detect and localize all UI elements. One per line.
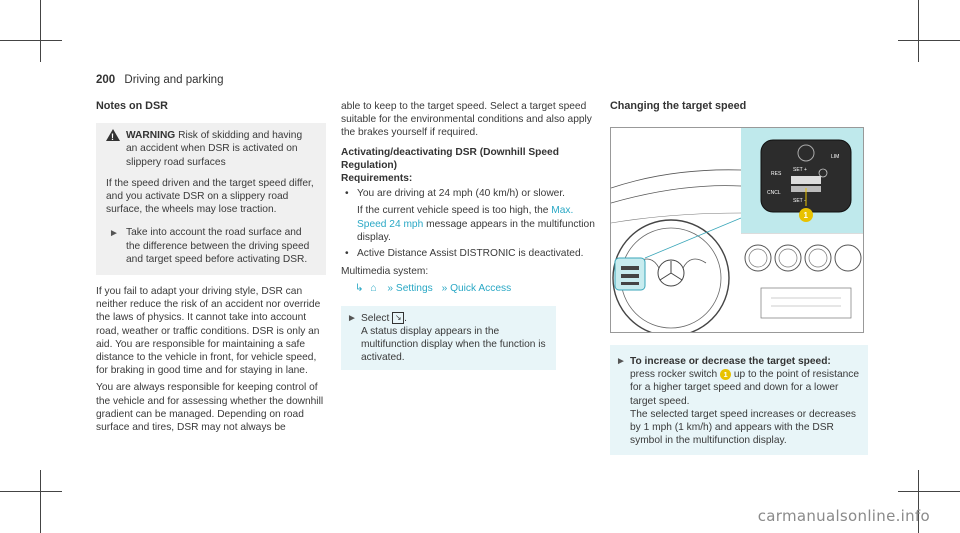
rocker-switch-badge: 1 [720,369,731,380]
callout-number: 1 [803,211,808,220]
step-arrow-icon: ► [347,312,357,324]
change-speed-step-title: To increase or decrease the target speed: [630,356,831,367]
figure-label-res: RES [771,171,782,177]
dsr-note-para-1: If you fail to adapt your driving style, DSR can neither reduce the risk of an accident nor override the laws of physics. It cannot take into account road, weather or traffic conditions. DSR is only an aid. You are responsible for maintaining a safe distance to the vehicle in front, for vehicle speed, for braking in good time and for staying in lane. [96,286,321,377]
steering-wheel-figure [610,127,864,333]
warning-step [106,226,316,266]
max-speed-message: Max. Speed 24 mph [357,205,574,230]
dsr-note-para-2: You are always responsible for keeping control of the vehicle and for assessing whether the downhill gradient can be managed. Depending on road surface and tires, DSR may not always be [96,382,324,434]
figure-label-cncl: CNCL [767,190,781,196]
chevron-icon: » [387,283,394,295]
chevron-icon: » [441,283,448,295]
crop-mark [0,491,62,492]
figure-label-set-minus: SET - [793,198,806,204]
warning-label: WARNING [126,130,176,142]
figure-label-set-plus: SET + [793,167,807,173]
crop-mark [898,491,960,492]
dashboard-illustration [611,128,864,333]
warning-body: If the speed driven and the target speed differ, and you activate DSR on a slippery road surface, the wheels may lose traction. [106,177,314,216]
home-icon: ⌂ [370,283,377,295]
bullet-speed-text: You are driving at 24 mph (40 km/h) or slower. [357,188,566,200]
step-text-pre: press rocker switch [630,369,718,381]
figure-label-lim: LIM [831,154,840,160]
select-step-text: Select [361,312,390,324]
menu-path [341,282,596,295]
crop-mark [0,40,62,41]
dsr-symbol-icon: ↘ [392,312,404,324]
bullet-note-post: message appears in the multifunction display. [357,218,595,243]
step-text-post: up to the point of resistance for a higher target speed and down for a lower target speed. [630,369,860,407]
page-number: 200 [96,74,116,86]
warning-step-text: Take into account the road surface and the difference between the driving speed and target speed before activating DSR. [126,227,310,265]
bullet-distronic-text: Active Distance Assist DISTRONIC is deactivated. [357,248,584,260]
bullet-note-pre: If the current vehicle speed is too high, the [357,205,549,217]
bullet-dot: • [345,188,349,200]
bullet-dot: • [345,248,349,260]
select-step-period: . [404,312,408,324]
select-step-box [341,306,556,371]
column-1 [96,100,326,434]
warning-box [96,123,326,275]
continued-para: able to keep to the target speed. Select a target speed suitable for the environmental conditions and also apply the brakes yourself if required. [341,101,592,139]
list-item [341,247,596,260]
step-arrow-icon: ► [109,228,119,240]
activating-heading: Activating/deactivating DSR (Downhill Speed Regulation) [341,146,559,171]
list-item [341,187,596,244]
crop-mark [40,0,41,62]
warning-header [106,129,316,169]
change-speed-step-box [610,345,868,455]
warning-lead: Risk of skidding and having an accident when DSR is activated on slippery road surfaces [126,130,303,168]
column-3 [610,100,870,123]
column-2 [341,100,596,370]
crop-mark [40,470,41,533]
path-arrow-icon: ↳ [355,283,364,295]
requirements-label: Requirements: [341,173,413,185]
watermark-text: carmanualsonline.info [757,507,930,525]
change-speed-step-text-2: The selected target speed increases or decreases by 1 mph (1 km/h) and appears with the DSR symbol in the multifunction display. [630,408,856,447]
crop-mark [898,40,960,41]
path-quick-access: Quick Access [450,283,512,295]
crop-mark [918,0,919,62]
multimedia-label: Multimedia system: [341,266,429,278]
warning-triangle-icon [106,129,120,141]
notes-heading: Notes on DSR [96,100,168,112]
step-arrow-icon: ► [616,356,626,367]
section-title: Driving and parking [124,74,224,86]
bullet-speed-note [357,204,596,244]
select-status-text: A status display appears in the multifunction display when the function is activated. [361,325,546,364]
path-settings: Settings [395,283,433,295]
page-header [96,74,223,86]
select-step-line [361,312,548,325]
change-speed-heading: Changing the target speed [610,100,747,112]
change-speed-step-text [630,368,860,408]
